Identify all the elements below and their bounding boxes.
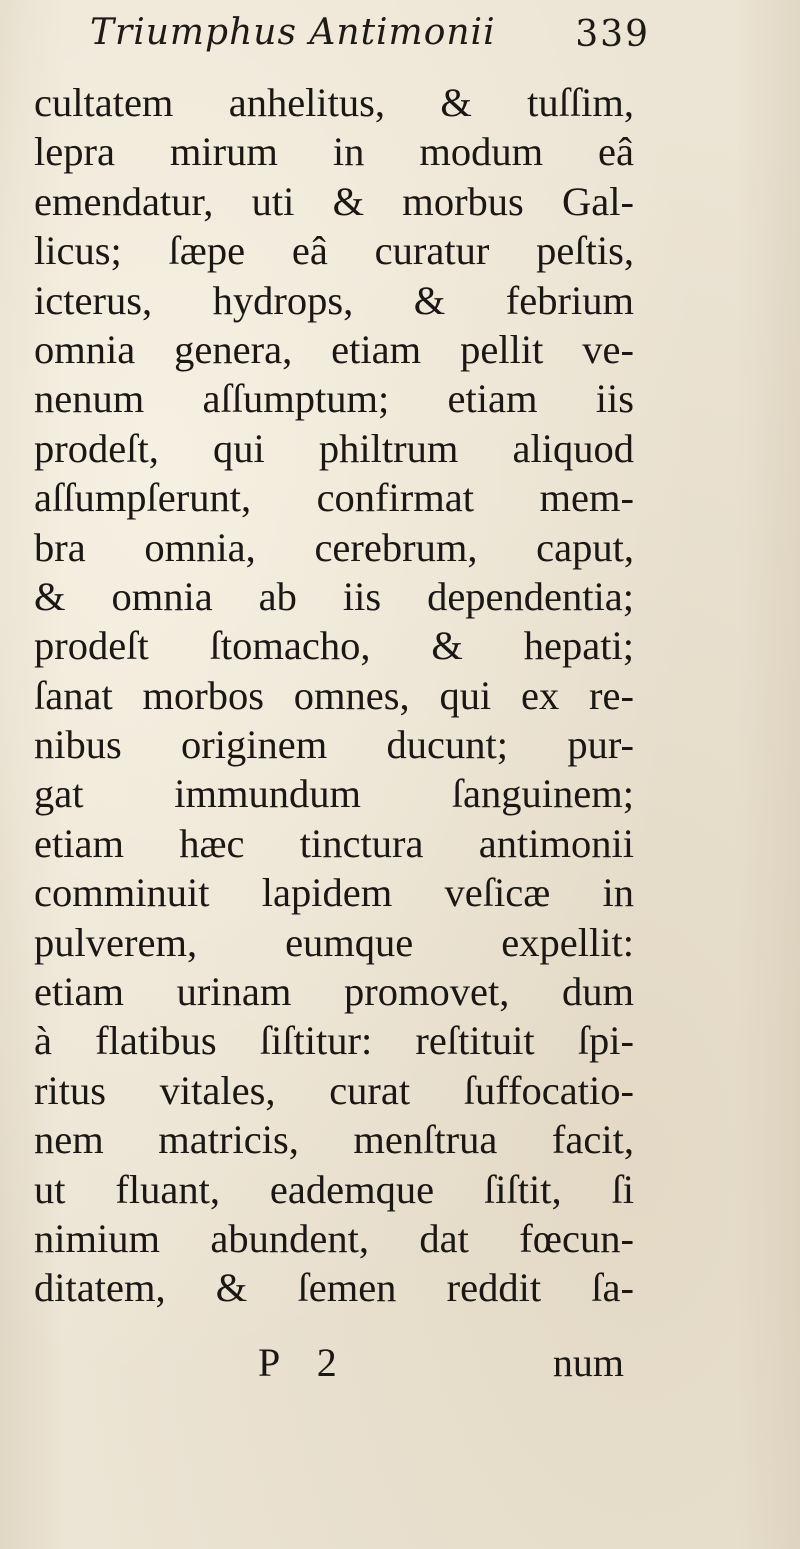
- text-line: etiam urinam promovet, dum: [34, 969, 634, 1015]
- catchword: num: [552, 1340, 624, 1385]
- text-line: ditatem, & ſemen reddit ſa-: [34, 1265, 634, 1311]
- text-line: ut fluant, eademque ſiſtit, ſi: [34, 1166, 634, 1212]
- text-line: gat immundum ſanguinem;: [34, 771, 634, 817]
- text-line: ritus vitales, curat ſuffocatio-: [34, 1067, 634, 1113]
- text-line: omnia genera, etiam pellit ve-: [34, 326, 634, 372]
- text-line: à flatibus ſiſtitur: reſtituit ſpi-: [34, 1018, 634, 1064]
- page-number: 339: [575, 14, 650, 55]
- text-line: licus; ſæpe eâ curatur peſtis,: [34, 228, 634, 274]
- text-line: prodeſt, qui philtrum aliquod: [34, 425, 634, 471]
- text-line: pulverem, eumque expellit:: [34, 919, 634, 965]
- text-line: nimium abundent, dat fœcun-: [34, 1215, 634, 1261]
- text-line: nem matricis, menſtrua facit,: [34, 1117, 634, 1163]
- body-text: [34, 78, 634, 1313]
- running-head: [90, 12, 650, 72]
- text-line: & omnia ab iis dependentia;: [34, 573, 634, 619]
- text-line: nenum aſſumptum; etiam iis: [34, 376, 634, 422]
- text-line: comminuit lapidem veſicæ in: [34, 870, 634, 916]
- text-line: bra omnia, cerebrum, caput,: [34, 524, 634, 570]
- page-footer: [34, 1339, 634, 1389]
- text-line: icterus, hydrops, & febrium: [34, 277, 634, 323]
- text-line: etiam hæc tinctura antimonii: [34, 820, 634, 866]
- running-title: Triumphus Antimonii: [90, 12, 496, 53]
- text-line: emendatur, uti & morbus Gal-: [34, 178, 634, 224]
- text-line: cultatem anhelitus, & tuſſim,: [34, 80, 634, 125]
- text-line: nibus originem ducunt; pur-: [34, 722, 634, 768]
- signature-mark: P 2: [258, 1340, 351, 1385]
- text-line: aſſumpſerunt, confirmat mem-: [34, 475, 634, 521]
- text-line: ſanat morbos omnes, qui ex re-: [34, 672, 634, 718]
- text-line: lepra mirum in modum eâ: [34, 129, 634, 175]
- text-line: prodeſt ſtomacho, & hepati;: [34, 623, 634, 669]
